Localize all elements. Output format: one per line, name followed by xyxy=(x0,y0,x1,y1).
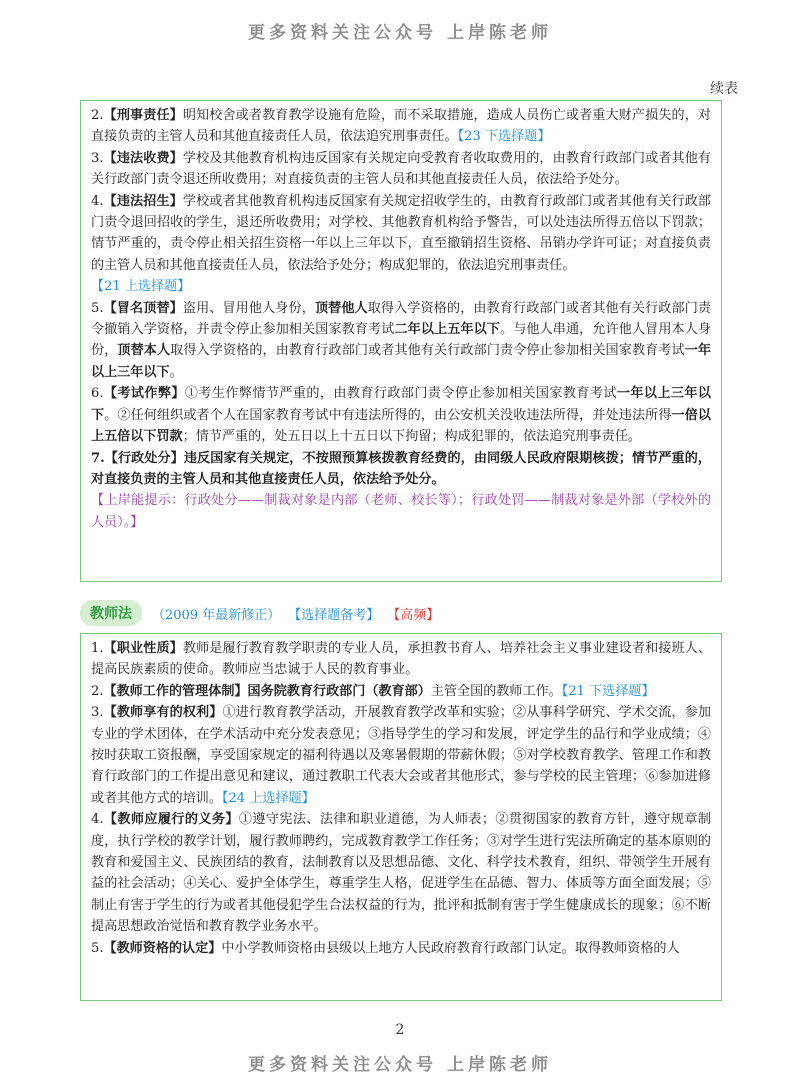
page-number: 2 xyxy=(395,1022,405,1038)
exam-tag: 【24 上选择题】 xyxy=(221,790,315,806)
item-title: 【考试作弊】 xyxy=(103,386,185,402)
teacher-law-box xyxy=(80,633,722,1001)
section-title: 教师法 xyxy=(80,600,142,626)
item-title: 【教师享有的权利】 xyxy=(103,705,223,721)
punishment-table-box xyxy=(80,100,722,582)
continuation-label: 续表 xyxy=(710,81,738,97)
exam-tag: 【21 下选择题】 xyxy=(561,683,655,699)
item-title: 【职业性质】 xyxy=(103,641,183,656)
list-item: 3.【违法收费】学校及其他教育机构违反国家有关规定向受教育者收取费用的，由教育行政部门或者其他有关行政部门责令退还所收费用；对直接负责的主管人员和其他直接责任人员，依法给予处分。 xyxy=(91,150,712,188)
header-banner: 更多资料关注公众号 上岸陈老师 xyxy=(248,23,552,43)
item-title: 【违法招生】 xyxy=(103,193,183,209)
footer-banner: 更多资料关注公众号 上岸陈老师 xyxy=(248,1055,552,1075)
item-title: 【冒名顶替】 xyxy=(103,300,183,316)
frequency-tag: 【高频】 xyxy=(387,607,440,623)
list-item: 1.【职业性质】教师是履行教育教学职责的专业人员，承担教书育人、培养社会主义事业建设者和接班人、提高民族素质的使命。教师应当忠诚于人民的教育事业。 xyxy=(91,641,712,678)
list-item: 4.【教师应履行的义务】①遵守宪法、法律和职业道德，为人师表；②贯彻国家的教育方针，遵守规章制度，执行学校的教学计划，履行教师聘约，完成教育教学工作任务；③对学生进行宪法所确定的基本原则的教育和爱国主义、民族团结的教育，法制教育以及思想品德、文化、科学技术教育，组织、带领学生开展有益的社会活动；④关心、爱护全体学生，尊重学生人格，促进学生在品德、智力、体质等方面全面发展；⑤制止有害于学生的行为或者其他侵犯学生合法权益的行为，批评和抵制有害于学生健康成长的现象；⑥不断提高思想政治觉悟和教育教学业务水平。 xyxy=(91,812,711,935)
list-item: 3.【教师享有的权利】①进行教育教学活动，开展教育教学改革和实验；②从事科学研究、学术交流，参加专业的学术团体，在学术活动中充分发表意见；③指导学生的学习和发展，评定学生的品行和学业成绩；④按时获取工资报酬，享受国家规定的福利待遇以及寒暑假期的带薪休假；⑤对学校教育教学、管理工作和教育行政部门的工作提出意见和建议，通过教职工代表大会或者其他形式，参与学校的民主管理；⑥参加进修或者其他方式的培训。【24 上选择题】 xyxy=(91,705,712,806)
list-item: 5.【冒名顶替】盗用、冒用他人身份，顶替他人取得入学资格的，由教育行政部门或者其他有关行政部门责令撤销入学资格，并责令停止参加相关国家教育考试二年以上五年以下。与他人串通，允许他人冒用本人身份，顶替本人取得入学资格的，由教育行政部门或者其他有关行政部门责令停止参加相关国家教育考试一年以上三年以下。 xyxy=(91,300,712,380)
exam-tag: 【23 下选择题】 xyxy=(457,129,551,145)
item-title: 【教师资格的认定】 xyxy=(103,940,222,956)
item-title: 【刑事责任】 xyxy=(103,108,183,123)
list-item: 7.【行政处分】违反国家有关规定，不按照预算核拨教育经费的，由同级人民政府限期核拨；情节严重的，对直接负责的主管人员和其他直接责任人员，依法给予处分。 xyxy=(91,450,712,487)
exam-tag: 【21 上选择题】 xyxy=(91,279,191,295)
item-title: 【教师应履行的义务】 xyxy=(103,812,239,828)
item-title: 【行政处分】 xyxy=(104,450,184,466)
list-item: 4.【违法招生】学校或者其他教育机构违反国家有关规定招收学生的，由教育行政部门或者其他有关行政部门责令退回招收的学生，退还所收费用；对学校、其他教育机构给予警告，可以处违法所得五倍以下罚款；情节严重的，责令停止相关招生资格一年以上三年以下，直至撤销招生资格、吊销办学许可证；对直接负责的主管人员和其他直接责任人员，依法给予处分；构成犯罪的，依法追究刑事责任。 【21 上选择题】 xyxy=(91,193,712,295)
list-item: 2.【刑事责任】明知校舍或者教育教学设施有危险，而不采取措施，造成人员伤亡或者重大财产损失的，对直接负责的主管人员和其他直接责任人员，依法追究刑事责任。【23 下选择题】 xyxy=(91,108,712,145)
section-note: （2009 年最新修正） xyxy=(152,607,281,623)
section-tag: 【选择题备考】 xyxy=(288,607,380,623)
section-header xyxy=(80,600,439,626)
list-item: 5.【教师资格的认定】中小学教师资格由县级以上地方人民政府教育行政部门认定。取得教师资格的人 xyxy=(91,940,680,956)
tip-note: 【上岸能提示：行政处分——制裁对象是内部（老师、校长等）；行政处罚——制裁对象是外部（学校外的人员）。】 xyxy=(91,493,711,530)
item-title: 【教师工作的管理体制】 xyxy=(103,683,248,699)
list-item: 2.【教师工作的管理体制】国务院教育行政部门（教育部）主管全国的教师工作。【21 下选择题】 xyxy=(91,683,655,699)
item-title: 【违法收费】 xyxy=(103,150,183,166)
list-item: 6.【考试作弊】①考生作弊情节严重的，由教育行政部门责令停止参加相关国家教育考试一年以上三年以下。②任何组织或者个人在国家教育考试中有违法所得的，由公安机关没收违法所得，并处违法所得一倍以上五倍以下罚款；情节严重的，处五日以上十五日以下拘留；构成犯罪的，依法追究刑事责任。 xyxy=(91,386,712,445)
